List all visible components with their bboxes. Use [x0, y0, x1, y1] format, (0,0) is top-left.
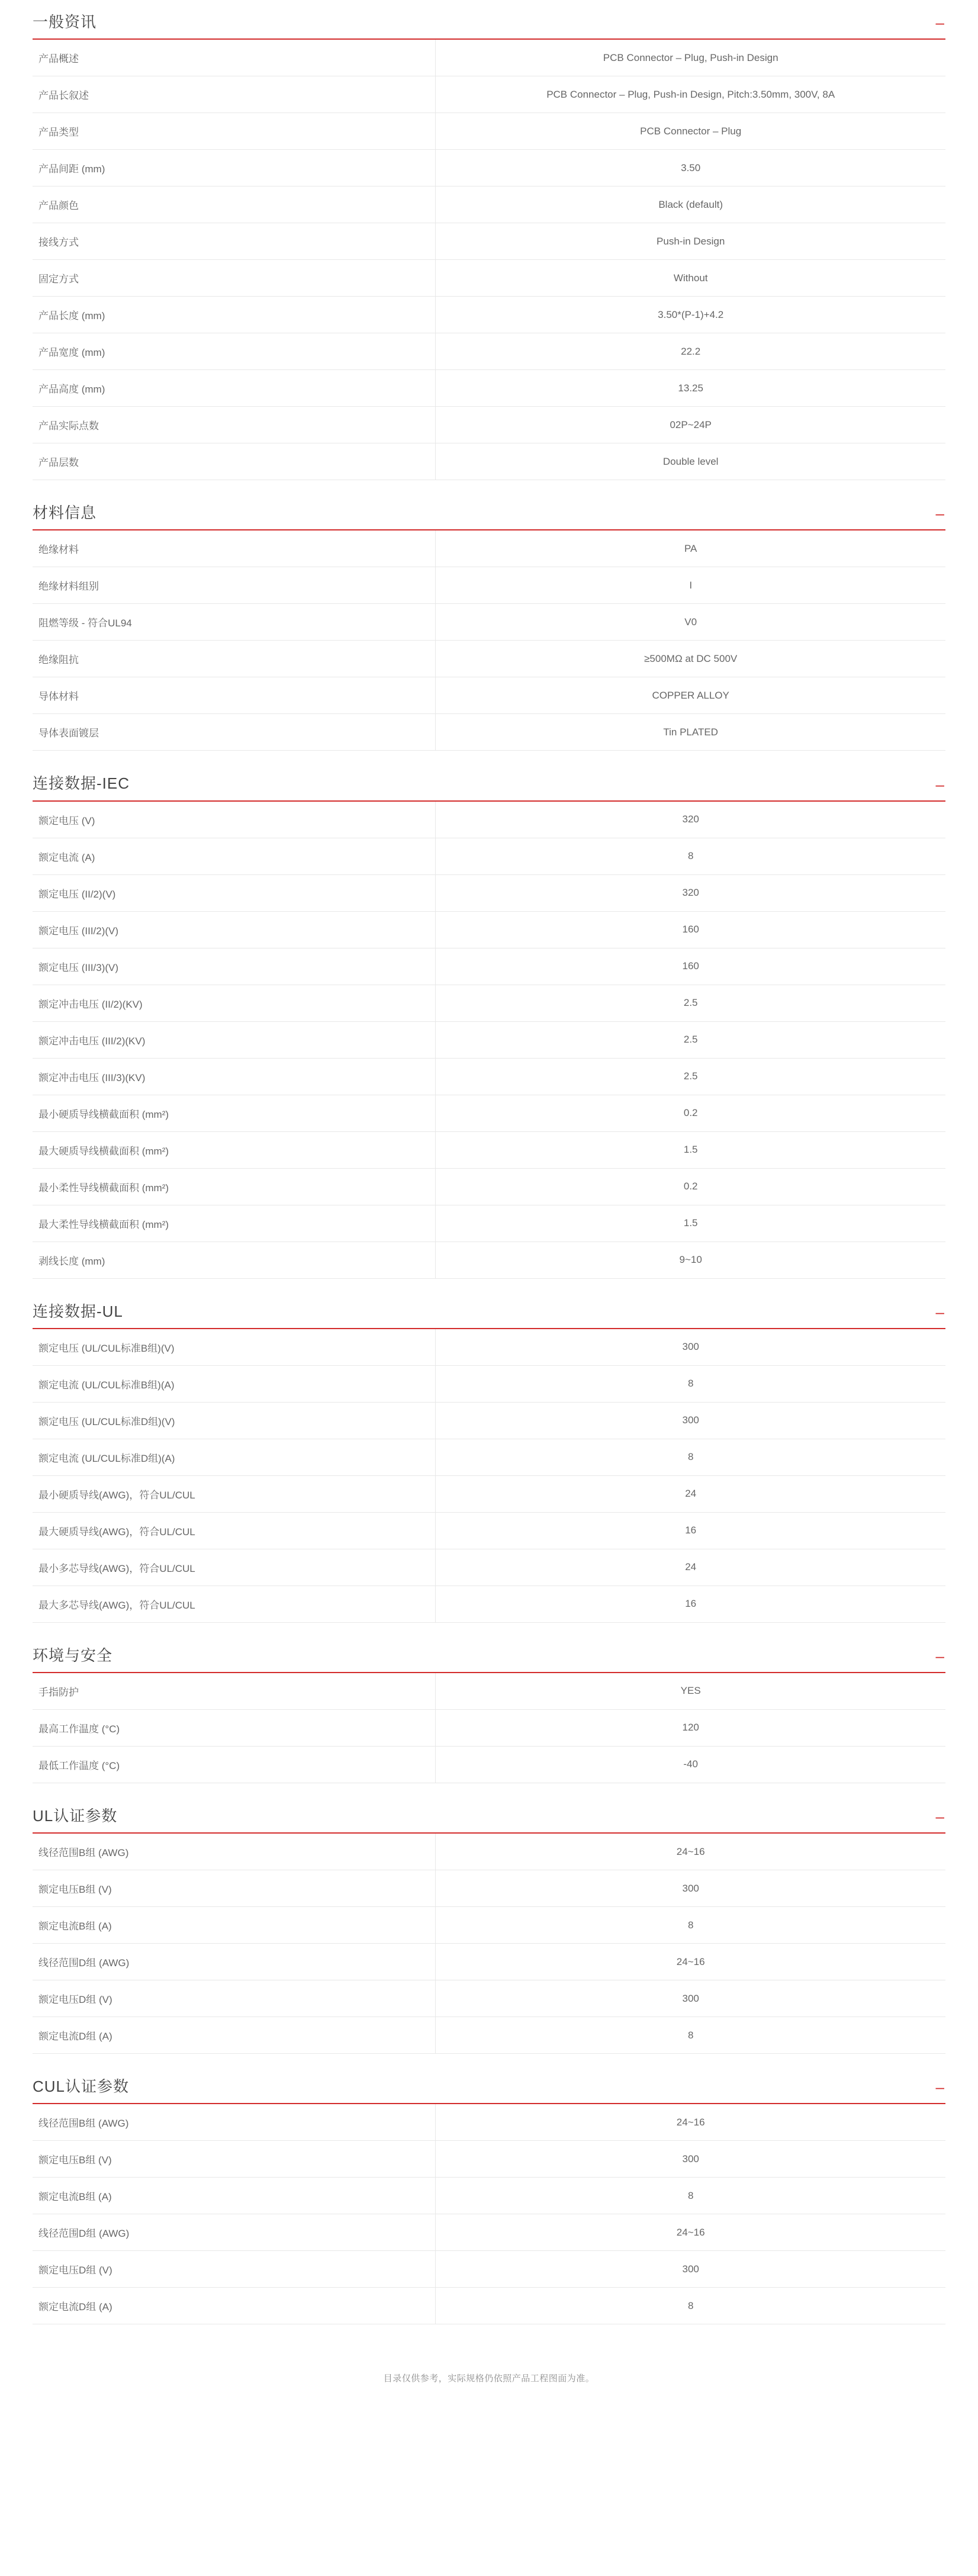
spec-section: [33, 1303, 945, 1623]
spec-section: [33, 1646, 945, 1783]
spec-value: 320: [682, 887, 699, 899]
spec-key: 额定电压 (V): [33, 802, 436, 838]
spec-value: PA: [684, 542, 697, 554]
table-row: [33, 407, 945, 443]
spec-section: [33, 13, 945, 480]
table-row: [33, 1168, 945, 1205]
spec-value: PCB Connector – Plug: [640, 125, 742, 137]
spec-key: 额定冲击电压 (II/2)(KV): [33, 985, 436, 1021]
spec-key: 固定方式: [33, 260, 436, 297]
table-row: [33, 1439, 945, 1475]
spec-value: ≥500MΩ at DC 500V: [644, 652, 738, 664]
table-row: [33, 2178, 945, 2214]
spec-value: 24: [685, 1488, 697, 1500]
spec-value: 300: [682, 2153, 699, 2165]
collapse-toggle-icon[interactable]: –: [935, 504, 944, 523]
section-title: 材料信息: [33, 504, 97, 522]
spec-value: 300: [682, 1414, 699, 1426]
spec-value: 2.5: [683, 997, 698, 1009]
spec-key: 绝缘材料组别: [33, 567, 436, 604]
spec-value: 0.2: [683, 1181, 698, 1192]
spec-key: 额定电压 (III/2)(V): [33, 911, 436, 948]
table-row: [33, 567, 945, 604]
spec-key: 最小硬质导线横截面积 (mm²): [33, 1095, 436, 1131]
spec-value: 24~16: [676, 1845, 705, 1857]
table-row: [33, 1402, 945, 1439]
table-row: [33, 1834, 945, 1870]
spec-value: 320: [682, 813, 699, 825]
spec-value: 1.5: [683, 1217, 698, 1229]
table-row: [33, 874, 945, 911]
spec-key: 最大柔性导线横截面积 (mm²): [33, 1205, 436, 1242]
table-row: [33, 2214, 945, 2251]
spec-value: 8: [687, 1919, 694, 1931]
spec-key: 线径范围D组 (AWG): [33, 1944, 436, 1980]
spec-key: 额定冲击电压 (III/2)(KV): [33, 1021, 436, 1058]
spec-value: 02P~24P: [670, 419, 712, 430]
spec-value: 300: [682, 1992, 699, 2004]
section-header[interactable]: [33, 1646, 945, 1673]
spec-key: 产品实际点数: [33, 407, 436, 443]
collapse-toggle-icon[interactable]: –: [935, 1646, 944, 1665]
spec-key: 线径范围B组 (AWG): [33, 2104, 436, 2141]
table-row: [33, 443, 945, 480]
spec-key: 最低工作温度 (°C): [33, 1746, 436, 1783]
spec-key: 导体材料: [33, 677, 436, 714]
spec-value: 24~16: [676, 2226, 705, 2238]
spec-key: 接线方式: [33, 223, 436, 260]
table-row: [33, 2104, 945, 2141]
spec-key: 额定电流 (A): [33, 838, 436, 874]
table-row: [33, 1746, 945, 1783]
section-title: CUL认证参数: [33, 2077, 130, 2096]
spec-value: 2.5: [683, 1070, 698, 1082]
spec-key: 最小柔性导线横截面积 (mm²): [33, 1168, 436, 1205]
section-header[interactable]: [33, 504, 945, 530]
table-row: [33, 223, 945, 260]
section-title: 连接数据-UL: [33, 1302, 123, 1320]
collapse-toggle-icon[interactable]: –: [935, 1303, 944, 1321]
spec-value: 8: [687, 2300, 694, 2311]
spec-key: 额定电压 (III/3)(V): [33, 948, 436, 985]
section-title: 环境与安全: [33, 1646, 113, 1664]
spec-value: 1.5: [683, 1144, 698, 1156]
spec-key: 产品类型: [33, 113, 436, 150]
spec-key: 最大多芯导线(AWG)，符合UL/CUL: [33, 1586, 436, 1622]
spec-value: -40: [683, 1758, 698, 1770]
spec-key: 线径范围D组 (AWG): [33, 2214, 436, 2251]
spec-table: [33, 40, 945, 480]
spec-value: 8: [687, 2029, 694, 2041]
spec-key: 额定电压 (UL/CUL标准D组)(V): [33, 1402, 436, 1439]
spec-value: 160: [682, 924, 699, 935]
table-row: [33, 370, 945, 407]
spec-value: 3.50: [681, 162, 701, 173]
spec-key: 最大硬质导线(AWG)，符合UL/CUL: [33, 1512, 436, 1549]
spec-value: Push-in Design: [657, 235, 725, 247]
table-row: [33, 714, 945, 751]
table-row: [33, 1058, 945, 1095]
spec-value: 24~16: [676, 1956, 705, 1967]
spec-value: 16: [685, 1525, 697, 1536]
spec-section: [33, 1807, 945, 2054]
spec-value: 24~16: [676, 2116, 705, 2128]
spec-key: 产品长叙述: [33, 76, 436, 113]
spec-key: 产品长度 (mm): [33, 297, 436, 333]
table-row: [33, 1980, 945, 2017]
spec-value: 2.5: [683, 1034, 698, 1046]
spec-key: 产品概述: [33, 40, 436, 76]
spec-value: V0: [684, 616, 697, 628]
spec-table: [33, 1834, 945, 2054]
spec-key: 额定电流D组 (A): [33, 2017, 436, 2054]
table-row: [33, 1021, 945, 1058]
spec-value: 120: [682, 1722, 699, 1734]
table-row: [33, 1870, 945, 1907]
spec-value: I: [689, 579, 693, 591]
spec-value: Tin PLATED: [663, 726, 718, 738]
footer-note: 目录仅供参考，实际规格仍依照产品工程图面为准。: [383, 2374, 595, 2384]
spec-value: PCB Connector – Plug, Push-in Design: [603, 52, 778, 63]
table-row: [33, 1709, 945, 1746]
table-row: [33, 948, 945, 985]
spec-value: 300: [682, 2263, 699, 2275]
spec-key: 阻燃等级 - 符合UL94: [33, 604, 436, 641]
spec-value: Black (default): [658, 198, 723, 210]
table-row: [33, 1475, 945, 1512]
table-row: [33, 2017, 945, 2054]
table-row: [33, 1242, 945, 1278]
table-row: [33, 1131, 945, 1168]
spec-key: 额定冲击电压 (III/3)(KV): [33, 1058, 436, 1095]
spec-value: 8: [687, 2189, 694, 2201]
spec-key: 额定电压 (II/2)(V): [33, 874, 436, 911]
spec-table: [33, 1329, 945, 1623]
table-row: [33, 113, 945, 150]
table-row: [33, 40, 945, 76]
spec-key: 产品颜色: [33, 186, 436, 223]
spec-value: 8: [687, 850, 694, 862]
spec-key: 额定电压 (UL/CUL标准B组)(V): [33, 1329, 436, 1366]
collapse-toggle-icon[interactable]: –: [935, 14, 944, 32]
spec-value: COPPER ALLOY: [652, 689, 729, 701]
spec-key: 最大硬质导线横截面积 (mm²): [33, 1131, 436, 1168]
section-title: UL认证参数: [33, 1806, 118, 1825]
collapse-toggle-icon[interactable]: –: [935, 775, 944, 793]
table-row: [33, 1095, 945, 1131]
spec-section: [33, 774, 945, 1278]
table-row: [33, 260, 945, 297]
spec-value: 8: [687, 1451, 694, 1463]
section-title: 一般资讯: [33, 13, 97, 31]
table-row: [33, 150, 945, 186]
spec-value: 16: [685, 1598, 697, 1610]
table-row: [33, 76, 945, 113]
table-row: [33, 1673, 945, 1710]
spec-value: 9~10: [679, 1254, 702, 1266]
spec-key: 导体表面镀层: [33, 714, 436, 751]
section-header[interactable]: [33, 1807, 945, 1834]
spec-value: 300: [682, 1882, 699, 1894]
spec-key: 绝缘阻抗: [33, 641, 436, 677]
table-row: [33, 186, 945, 223]
table-row: [33, 1512, 945, 1549]
spec-value: 22.2: [681, 345, 701, 357]
spec-value: 0.2: [683, 1107, 698, 1119]
table-row: [33, 985, 945, 1021]
spec-key: 最小多芯导线(AWG)，符合UL/CUL: [33, 1549, 436, 1586]
section-header[interactable]: [33, 1303, 945, 1329]
spec-value: 24: [685, 1561, 697, 1573]
spec-value: 160: [682, 960, 699, 972]
spec-key: 最高工作温度 (°C): [33, 1709, 436, 1746]
spec-value: 3.50*(P-1)+4.2: [658, 308, 724, 320]
sections-container: [33, 13, 945, 2324]
spec-value: 300: [682, 1341, 699, 1353]
spec-section: [33, 504, 945, 751]
section-title: 连接数据-IEC: [33, 774, 130, 793]
spec-key: 线径范围B组 (AWG): [33, 1834, 436, 1870]
section-header[interactable]: [33, 2077, 945, 2104]
spec-sheet: [0, 13, 978, 2401]
spec-key: 额定电流D组 (A): [33, 2288, 436, 2324]
table-row: [33, 802, 945, 838]
spec-key: 产品宽度 (mm): [33, 333, 436, 370]
spec-table: [33, 1673, 945, 1783]
spec-key: 额定电流 (UL/CUL标准D组)(A): [33, 1439, 436, 1475]
spec-key: 额定电压D组 (V): [33, 2251, 436, 2288]
spec-key: 绝缘材料: [33, 530, 436, 567]
spec-table: [33, 802, 945, 1279]
spec-key: 产品高度 (mm): [33, 370, 436, 407]
table-row: [33, 838, 945, 874]
spec-key: 额定电压B组 (V): [33, 1870, 436, 1907]
table-row: [33, 641, 945, 677]
table-row: [33, 604, 945, 641]
table-row: [33, 911, 945, 948]
table-row: [33, 1205, 945, 1242]
table-row: [33, 1329, 945, 1366]
table-row: [33, 333, 945, 370]
spec-value: YES: [680, 1685, 701, 1697]
spec-key: 剥线长度 (mm): [33, 1242, 436, 1278]
spec-key: 额定电压B组 (V): [33, 2141, 436, 2178]
table-row: [33, 2251, 945, 2288]
spec-value: 13.25: [678, 382, 703, 394]
table-row: [33, 677, 945, 714]
section-header[interactable]: [33, 13, 945, 40]
spec-table: [33, 2104, 945, 2324]
table-row: [33, 2141, 945, 2178]
collapse-toggle-icon[interactable]: –: [935, 1808, 944, 1826]
table-row: [33, 1586, 945, 1622]
table-row: [33, 1549, 945, 1586]
table-row: [33, 2288, 945, 2324]
table-row: [33, 530, 945, 567]
spec-value: 8: [687, 1378, 694, 1390]
table-row: [33, 297, 945, 333]
spec-key: 额定电流 (UL/CUL标准B组)(A): [33, 1365, 436, 1402]
spec-key: 产品层数: [33, 443, 436, 480]
collapse-toggle-icon[interactable]: –: [935, 2078, 944, 2096]
spec-key: 手指防护: [33, 1673, 436, 1710]
spec-value: PCB Connector – Plug, Push-in Design, Pitch:3.50mm, 300V, 8A: [546, 88, 835, 100]
table-row: [33, 1944, 945, 1980]
spec-key: 额定电流B组 (A): [33, 2178, 436, 2214]
spec-value: Double level: [662, 455, 719, 467]
spec-value: Without: [673, 272, 708, 284]
spec-key: 额定电流B组 (A): [33, 1907, 436, 1944]
spec-key: 额定电压D组 (V): [33, 1980, 436, 2017]
section-header[interactable]: [33, 774, 945, 801]
spec-key: 产品间距 (mm): [33, 150, 436, 186]
spec-section: [33, 2077, 945, 2324]
spec-key: 最小硬质导线(AWG)，符合UL/CUL: [33, 1475, 436, 1512]
spec-table: [33, 530, 945, 751]
table-row: [33, 1907, 945, 1944]
table-row: [33, 1365, 945, 1402]
